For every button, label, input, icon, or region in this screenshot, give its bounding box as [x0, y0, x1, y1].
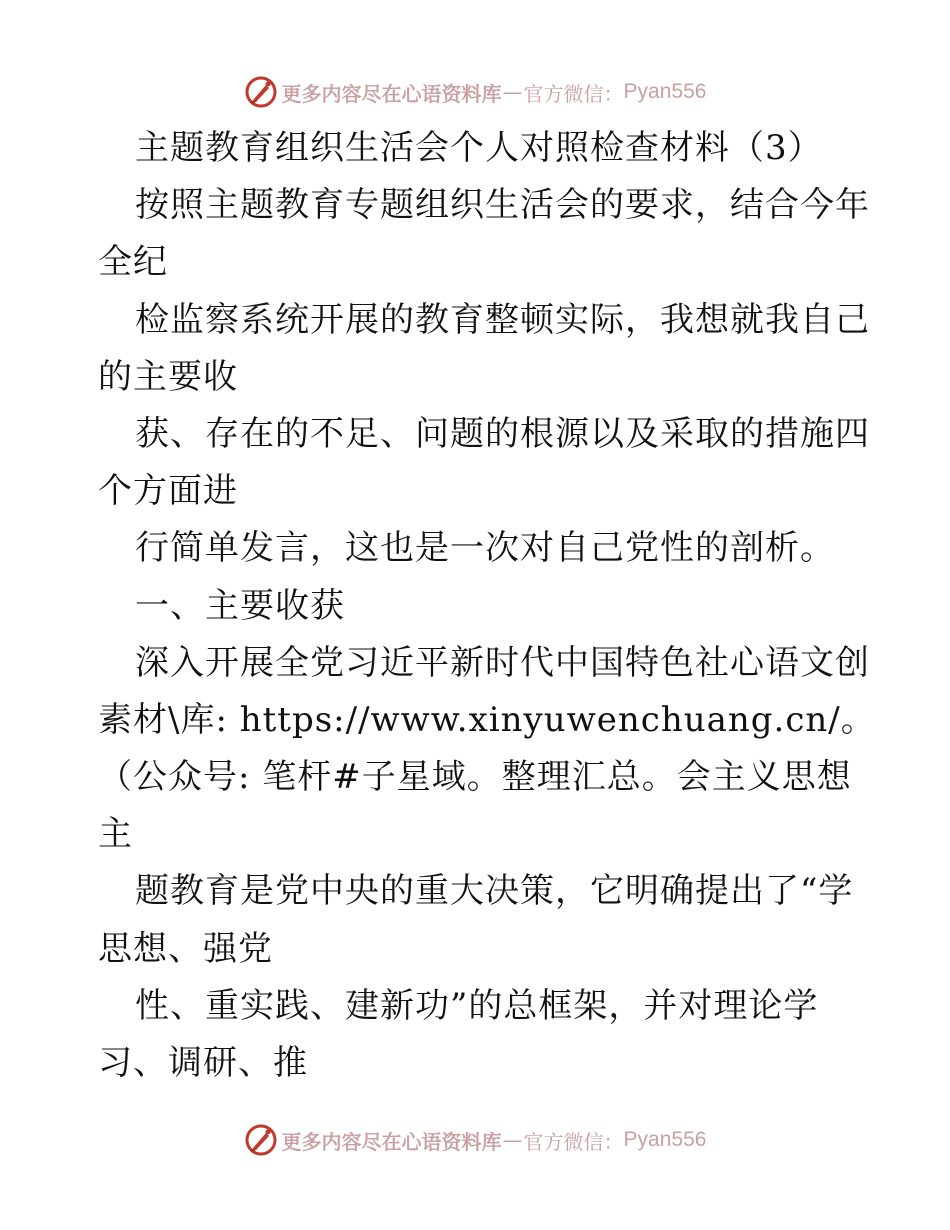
text-line: 题教育是党中央的重大决策，它明确提出了“学: [135, 871, 854, 912]
text-line: 全纪: [98, 242, 168, 283]
text-line: 素材\库: https://www.xinyuwenchuang.cn/。: [98, 699, 876, 740]
text-line: （公众号: 笔杆#子星域。整理汇总。会主义思想: [98, 757, 852, 798]
banner-brand: 更多内容尽在心语资料库: [281, 81, 502, 106]
text-line: 深入开展全党习近平新时代中国特色社心语文创: [135, 642, 870, 683]
text-line: 检监察系统开展的教育整顿实际，我想就我自己: [135, 299, 870, 340]
banner-separator: —: [502, 1128, 523, 1152]
text-line: 思想、强党: [98, 928, 273, 969]
text-line: 的主要收: [98, 356, 238, 397]
text-line: 获、存在的不足、问题的根源以及采取的措施四: [135, 413, 870, 454]
pen-logo-icon: [244, 1123, 278, 1157]
text-line: 性、重实践、建新功”的总框架，并对理论学: [135, 985, 819, 1026]
text-line: 主: [98, 814, 133, 855]
banner-wechat-id: Pyan556: [623, 80, 707, 103]
banner-brand: 更多内容尽在心语资料库: [281, 1129, 502, 1154]
banner-wechat-id: Pyan556: [623, 1128, 707, 1151]
text-line: 习、调研、推: [98, 1043, 308, 1083]
section-heading: 一、主要收获: [135, 585, 345, 626]
text-line: 按照主题教育专题组织生活会的要求，结合今年: [135, 185, 870, 226]
header-banner: [0, 72, 950, 112]
pen-logo-icon: [244, 75, 278, 109]
text-line: 个方面进: [98, 471, 238, 512]
text-line: 行简单发言，这也是一次对自己党性的剖析。: [135, 528, 835, 569]
footer-banner: [0, 1120, 950, 1160]
banner-wechat-label: 官方微信：: [523, 1129, 624, 1154]
document-body: [98, 120, 876, 1092]
text-line: 主题教育组织生活会个人对照检查材料（3）: [135, 128, 823, 168]
banner-separator: —: [502, 80, 523, 104]
banner-wechat-label: 官方微信：: [523, 81, 624, 106]
